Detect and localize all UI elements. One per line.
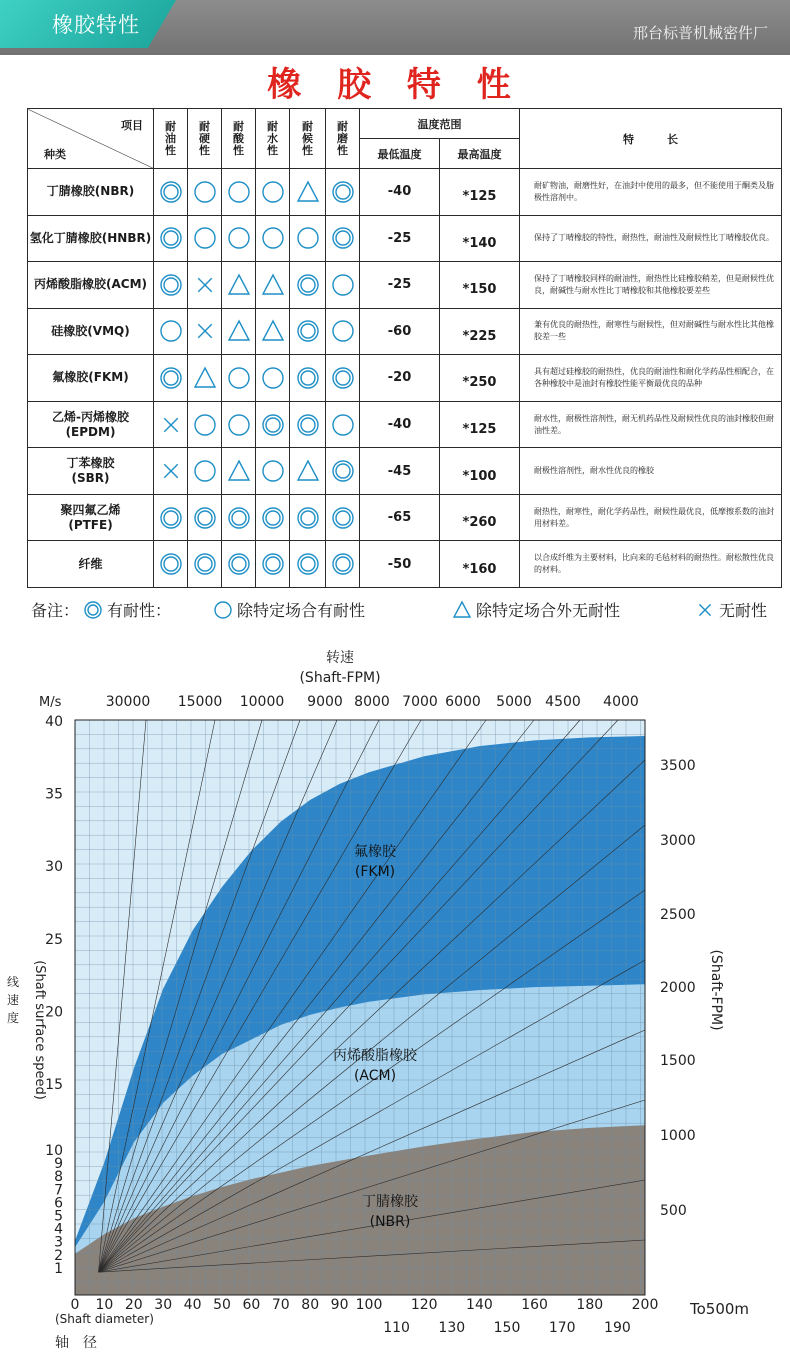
y-tick-label: 30 [45, 859, 63, 876]
header-temp-range: 温度范围 [360, 109, 520, 139]
rubber-kind [28, 448, 154, 495]
x-tick-label: 40 [183, 1297, 202, 1313]
double-circle-icon [290, 308, 326, 355]
y-axis-label-en: (Shaft surface speed) [32, 960, 47, 1100]
double-circle-icon [154, 541, 188, 588]
speed-chart [0, 640, 790, 1354]
legend-text: 除特定场合有耐性 [237, 601, 366, 620]
temp-max-value: *100 [440, 448, 520, 495]
y-unit-label: M/s [39, 695, 62, 710]
feature-text: 兼有优良的耐热性，耐寒性与耐候性，但对耐碱性与耐水性比其他橡胶差一些 [520, 308, 782, 355]
y-tick-label: 8 [54, 1169, 63, 1186]
circle-icon [256, 448, 290, 495]
x-tick-label-secondary: 190 [604, 1320, 631, 1336]
circle-icon [188, 169, 222, 216]
x-tick-label: 0 [70, 1297, 80, 1313]
circle-icon [188, 448, 222, 495]
corner-kind-label: 种类 [44, 148, 66, 161]
top-tick-label: 4500 [545, 694, 581, 710]
header-prop: 耐 水 性 [256, 109, 290, 169]
cross-icon [695, 600, 715, 620]
double-circle-icon [326, 215, 360, 262]
circle-icon [256, 355, 290, 402]
legend [31, 598, 790, 622]
temp-min-value: -65 [360, 494, 440, 541]
series-label: 丁腈橡胶 [362, 1194, 418, 1210]
x-tick-label-secondary: 150 [493, 1320, 521, 1336]
right-tick-label: 500 [660, 1203, 687, 1219]
corner-item-label: 项目 [121, 119, 143, 132]
triangle-icon [290, 169, 326, 216]
temp-max-value: *140 [440, 215, 520, 262]
y-axis-label-char: 速 [6, 993, 20, 1007]
rubber-kind-line: (SBR) [71, 471, 110, 486]
table-row [28, 448, 782, 495]
table-row [28, 308, 782, 355]
x-tick-label: 10 [95, 1297, 114, 1313]
double-circle-icon [154, 355, 188, 402]
rubber-kind-line: 硅橡胶(VMQ) [51, 323, 130, 338]
rubber-kind [28, 169, 154, 216]
table-row [28, 262, 782, 309]
rubber-kind-line: 乙烯-丙烯橡胶 [52, 409, 129, 424]
legend-text: 除特定场合外无耐性 [476, 601, 621, 620]
double-circle-icon [290, 541, 326, 588]
y-tick-label: 10 [45, 1143, 63, 1159]
header-prop: 耐 候 性 [290, 109, 326, 169]
y-tick-label: 3 [54, 1234, 63, 1251]
series-label-en: (ACM) [353, 1068, 397, 1084]
triangle-icon [290, 448, 326, 495]
temp-max-value: *150 [440, 262, 520, 309]
legend-item [452, 598, 620, 621]
feature-text: 耐水性，耐极性溶剂性，耐无机药品性及耐候性优良的油封橡胶但耐油性差。 [520, 401, 782, 448]
right-tick-label: 1500 [660, 1053, 696, 1069]
cross-icon [188, 262, 222, 309]
feature-text: 具有超过硅橡胶的耐热性，优良的耐油性和耐化学药品性相配合，在各种橡胶中是油封有橡胶性能平衡最优良的品种 [520, 355, 782, 402]
rubber-kind-line: 氟橡胶(FKM) [52, 370, 129, 385]
top-axis-unit: (Shaft-FPM) [299, 670, 381, 686]
rubber-properties-table [27, 108, 782, 588]
y-tick-label: 1 [54, 1260, 63, 1277]
temp-min-value: -45 [360, 448, 440, 495]
series-label-en: (FKM) [354, 864, 396, 880]
rubber-kind-line: 丁腈橡胶(NBR) [46, 184, 135, 199]
double-circle-icon [290, 355, 326, 402]
top-tick-label: 7000 [402, 694, 438, 710]
feature-text: 保持了丁晴橡胶的特性，耐热性，耐油性及耐候性比丁晴橡胶优良。 [520, 215, 782, 262]
rubber-kind-line: 聚四氟乙烯 [60, 502, 121, 517]
temp-max-value: *125 [440, 401, 520, 448]
top-tick-label: 30000 [105, 694, 151, 710]
rubber-kind-line: (EPDM) [65, 424, 116, 439]
x-tick-label: 160 [521, 1297, 548, 1313]
y-tick-label: 7 [54, 1182, 63, 1199]
temp-min-value: -20 [360, 355, 440, 402]
rubber-kind [28, 494, 154, 541]
circle-icon [188, 401, 222, 448]
rubber-kind-line: 纤维 [78, 556, 103, 571]
top-axis-title: 转速 [326, 650, 354, 666]
rubber-kind [28, 541, 154, 588]
circle-icon [256, 169, 290, 216]
double-circle-icon [188, 494, 222, 541]
header-prop: 耐 酸 性 [222, 109, 256, 169]
y-tick-label: 5 [54, 1208, 63, 1225]
temp-min-value: -50 [360, 541, 440, 588]
header-prop: 耐 磨 性 [326, 109, 360, 169]
double-circle-icon [290, 494, 326, 541]
double-circle-icon [222, 541, 256, 588]
circle-icon [188, 215, 222, 262]
rubber-kind-line: 丙烯酸脂橡胶(ACM) [33, 277, 147, 292]
y-tick-label: 35 [45, 786, 63, 803]
feature-text: 耐极性溶剂性，耐水性优良的橡胶 [520, 448, 782, 495]
section-badge-label: 橡胶特性 [52, 13, 140, 37]
rubber-kind-line: (PTFE) [68, 517, 113, 532]
temp-max-value: *160 [440, 541, 520, 588]
rubber-kind [28, 262, 154, 309]
temp-min-value: -25 [360, 262, 440, 309]
x-tick-label-secondary: 110 [383, 1320, 410, 1336]
x-tick-label: 90 [330, 1297, 349, 1313]
top-banner [0, 0, 790, 55]
right-axis-label: (Shaft-FPM) [708, 949, 724, 1031]
x-tick-label: 180 [576, 1297, 604, 1313]
table-row [28, 494, 782, 541]
triangle-icon [222, 262, 256, 309]
x-tick-label: 30 [154, 1297, 173, 1313]
cross-icon [154, 448, 188, 495]
rubber-kind-line: 丁苯橡胶 [66, 456, 115, 471]
circle-icon [256, 215, 290, 262]
x-tick-label: 80 [301, 1297, 320, 1313]
rubber-kind [28, 355, 154, 402]
x-tick-label: 200 [631, 1297, 659, 1313]
top-tick-label: 9000 [307, 694, 343, 710]
double-circle-icon [222, 494, 256, 541]
legend-remark-label: 备注： [31, 601, 80, 620]
x-axis-label: 轴 径 [55, 1335, 97, 1351]
right-tick-label: 2500 [660, 907, 696, 923]
double-circle-icon [290, 401, 326, 448]
y-tick-label: 6 [54, 1195, 63, 1212]
x-axis-label-en: (Shaft diameter) [55, 1312, 154, 1326]
feature-text: 以合成纤维为主要材料，比向来的毛毡材料的耐热性。耐松散性优良的材料。 [520, 541, 782, 588]
rubber-kind [28, 401, 154, 448]
legend-text: 无耐性 [719, 601, 768, 620]
y-axis-label-char: 线 [6, 975, 20, 989]
double-circle-icon [256, 401, 290, 448]
temp-min-value: -60 [360, 308, 440, 355]
header-corner [28, 109, 154, 169]
temp-min-value: -25 [360, 215, 440, 262]
series-label-en: (NBR) [369, 1214, 411, 1230]
circle-icon [222, 355, 256, 402]
rubber-kind [28, 215, 154, 262]
top-tick-label: 15000 [177, 694, 223, 710]
triangle-icon [222, 308, 256, 355]
circle-icon [326, 308, 360, 355]
x-tick-label: 70 [271, 1297, 290, 1313]
double-circle-icon [154, 494, 188, 541]
y-tick-label: 40 [45, 714, 63, 730]
feature-text: 保持了丁晴橡胶同样的耐油性，耐热性比硅橡胶稍差，但是耐候性优良，耐碱性与耐水性比丁晴橡胶和其他橡胶要差些 [520, 262, 782, 309]
x-tick-label: 100 [355, 1297, 383, 1313]
x-tick-label: 120 [410, 1297, 438, 1313]
y-tick-label: 25 [45, 931, 63, 948]
header-temp-max: 最高温度 [440, 139, 520, 169]
circle-icon [154, 308, 188, 355]
rubber-kind [28, 308, 154, 355]
x-axis-end-label: To500m [690, 1300, 750, 1318]
top-tick-label: 6000 [445, 694, 481, 710]
x-tick-label: 140 [466, 1297, 493, 1313]
double-circle-icon [326, 541, 360, 588]
temp-max-value: *125 [440, 169, 520, 216]
temp-max-value: *260 [440, 494, 520, 541]
right-tick-label: 2000 [660, 980, 696, 996]
top-tick-label: 4000 [603, 694, 639, 710]
cross-icon [188, 308, 222, 355]
circle-icon [222, 401, 256, 448]
temp-max-value: *250 [440, 355, 520, 402]
double-circle-icon [188, 541, 222, 588]
x-tick-label: 50 [213, 1297, 231, 1313]
y-axis-label-char: 度 [6, 1011, 20, 1025]
double-circle-icon [154, 215, 188, 262]
table-row [28, 215, 782, 262]
circle-icon [222, 215, 256, 262]
top-tick-label: 8000 [354, 694, 390, 710]
circle-icon [290, 215, 326, 262]
x-tick-label: 20 [124, 1297, 143, 1313]
legend-item [695, 598, 767, 621]
rubber-kind-line: 氢化丁腈橡胶(HNBR) [29, 230, 152, 245]
table-row [28, 355, 782, 402]
legend-item [31, 598, 171, 621]
company-name: 邢台标普机械密件厂 [632, 24, 768, 42]
circle-icon [326, 401, 360, 448]
legend-item [213, 598, 365, 621]
double-circle-icon [154, 169, 188, 216]
double-circle-icon [326, 355, 360, 402]
temp-max-value: *225 [440, 308, 520, 355]
series-label: 丙烯酸脂橡胶 [333, 1048, 417, 1064]
right-tick-label: 3000 [660, 833, 696, 849]
double-circle-icon [326, 448, 360, 495]
cross-icon [154, 401, 188, 448]
triangle-icon [222, 448, 256, 495]
top-tick-label: 5000 [496, 694, 532, 710]
table-row [28, 401, 782, 448]
y-tick-label: 15 [45, 1077, 63, 1093]
double-circle-icon [256, 541, 290, 588]
y-tick-label: 9 [54, 1156, 63, 1173]
double-circle-icon [256, 494, 290, 541]
circle-icon [222, 169, 256, 216]
header-prop: 耐 硬 性 [188, 109, 222, 169]
x-tick-label: 60 [242, 1297, 261, 1313]
right-tick-label: 1000 [660, 1128, 696, 1144]
x-tick-label-secondary: 170 [548, 1320, 576, 1336]
triangle-icon [256, 262, 290, 309]
y-tick-label: 4 [54, 1221, 63, 1238]
feature-text: 耐热性，耐寒性，耐化学药品性，耐候性最优良，低摩擦系数的油封用材料差。 [520, 494, 782, 541]
double-circle-icon [326, 494, 360, 541]
header-prop: 耐 油 性 [154, 109, 188, 169]
series-label: 氟橡胶 [354, 844, 396, 860]
x-tick-label-secondary: 130 [438, 1320, 466, 1336]
double-circle-icon [326, 169, 360, 216]
page-title: 橡 胶 特 性 [267, 65, 523, 105]
circle-icon [213, 600, 233, 620]
double-circle-icon [83, 600, 103, 620]
temp-min-value: -40 [360, 169, 440, 216]
header-feature: 特 长 [520, 109, 782, 169]
circle-icon [326, 262, 360, 309]
triangle-icon [452, 600, 472, 620]
y-tick-label: 20 [45, 1004, 63, 1021]
table-row [28, 169, 782, 216]
feature-text: 耐矿物油，耐磨性好，在油封中使用的最多，但不能使用于酮类及脂极性溶剂中。 [520, 169, 782, 216]
double-circle-icon [154, 262, 188, 309]
triangle-icon [256, 308, 290, 355]
right-tick-label: 3500 [660, 758, 696, 774]
table-row [28, 541, 782, 588]
header-temp-min: 最低温度 [360, 139, 440, 169]
legend-text: 有耐性： [107, 601, 172, 620]
double-circle-icon [290, 262, 326, 309]
temp-min-value: -40 [360, 401, 440, 448]
y-tick-label: 2 [54, 1247, 63, 1264]
triangle-icon [188, 355, 222, 402]
top-tick-label: 10000 [239, 694, 285, 710]
